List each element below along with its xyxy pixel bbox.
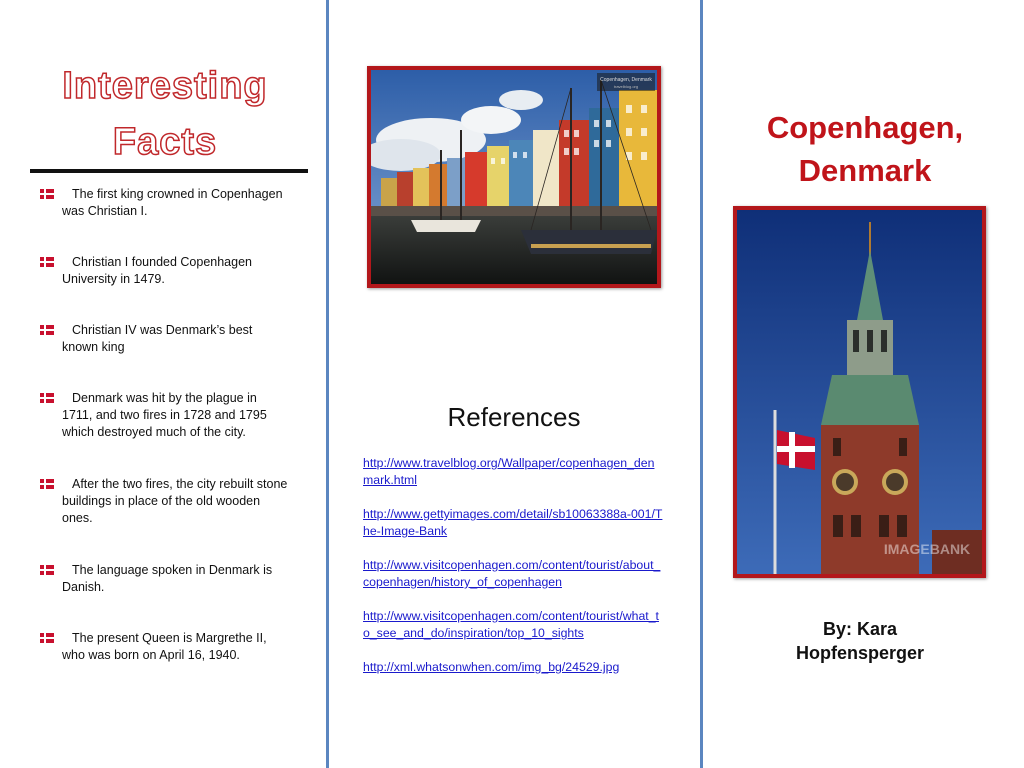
copenhagen-denmark-title: [715, 106, 1015, 192]
nyhavn-harbor-image: [371, 70, 657, 284]
reference-link[interactable]: http://www.travelblog.org/Wallpaper/copenhagen_denmark.html: [363, 456, 655, 487]
fact-item: [40, 562, 290, 596]
image-watermark: IMAGEBANK: [883, 541, 971, 557]
fact-item: [40, 390, 290, 441]
fact-text: The present Queen is Margrethe II, who was born on April 16, 1940.: [62, 631, 267, 662]
fact-text: The language spoken in Denmark is Danish.: [62, 563, 273, 594]
danish-flag-icon: [40, 479, 54, 489]
danish-flag-icon: [40, 325, 54, 335]
photo-caption-line-2: travelblog.org: [613, 84, 639, 89]
fact-text: Denmark was hit by the plague in 1711, and two fires in 1728 and 1795 which destroyed much of the city.: [62, 391, 267, 439]
author-line-2: Hopfensperger: [795, 643, 925, 663]
city-title-line-1: Copenhagen,: [766, 110, 964, 145]
fact-item: [40, 322, 290, 356]
danish-flag-icon: [40, 393, 54, 403]
fact-item: [40, 254, 290, 288]
danish-flag-icon: [40, 257, 54, 267]
city-hall-tower-photo: [733, 206, 986, 578]
fact-text: After the two fires, the city rebuilt stone buildings in place of the old wooden ones.: [62, 477, 288, 525]
left-column-divider: [326, 0, 329, 768]
fact-item: [40, 476, 290, 527]
danish-flag-icon: [40, 189, 54, 199]
reference-link[interactable]: http://www.gettyimages.com/detail/sb10063388a-001/The-Image-Bank: [363, 507, 663, 538]
author-line-1: By: Kara: [822, 619, 898, 639]
reference-link[interactable]: http://www.visitcopenhagen.com/content/tourist/what_to_see_and_do/inspiration/top_10_sights: [363, 609, 659, 640]
author-byline: [735, 617, 985, 665]
heading-line-2: Facts: [112, 121, 218, 163]
city-hall-tower-image: [737, 210, 982, 574]
heading-rule: [30, 169, 308, 173]
danish-flag-icon: [40, 633, 54, 643]
fact-text: Christian IV was Denmark’s best known king: [62, 323, 253, 354]
heading-line-1: Interesting: [62, 65, 268, 107]
reference-link[interactable]: http://xml.whatsonwhen.com/img_bg/24529.jpg: [363, 660, 620, 674]
right-column-divider: [700, 0, 703, 768]
fact-text: The first king crowned in Copenhagen was Christian I.: [62, 187, 283, 218]
photo-caption-line-1: Copenhagen, Denmark: [600, 77, 652, 83]
fact-item: [40, 630, 290, 664]
city-title-line-2: Denmark: [798, 153, 932, 188]
danish-flag-icon: [40, 565, 54, 575]
nyhavn-photo: [367, 66, 661, 288]
fact-text: Christian I founded Copenhagen University in 1479.: [62, 255, 252, 286]
fact-item: [40, 186, 290, 220]
interesting-facts-heading: [30, 58, 300, 170]
reference-link[interactable]: http://www.visitcopenhagen.com/content/tourist/about_copenhagen/history_of_copenhagen: [363, 558, 661, 589]
references-heading: References: [447, 402, 581, 432]
